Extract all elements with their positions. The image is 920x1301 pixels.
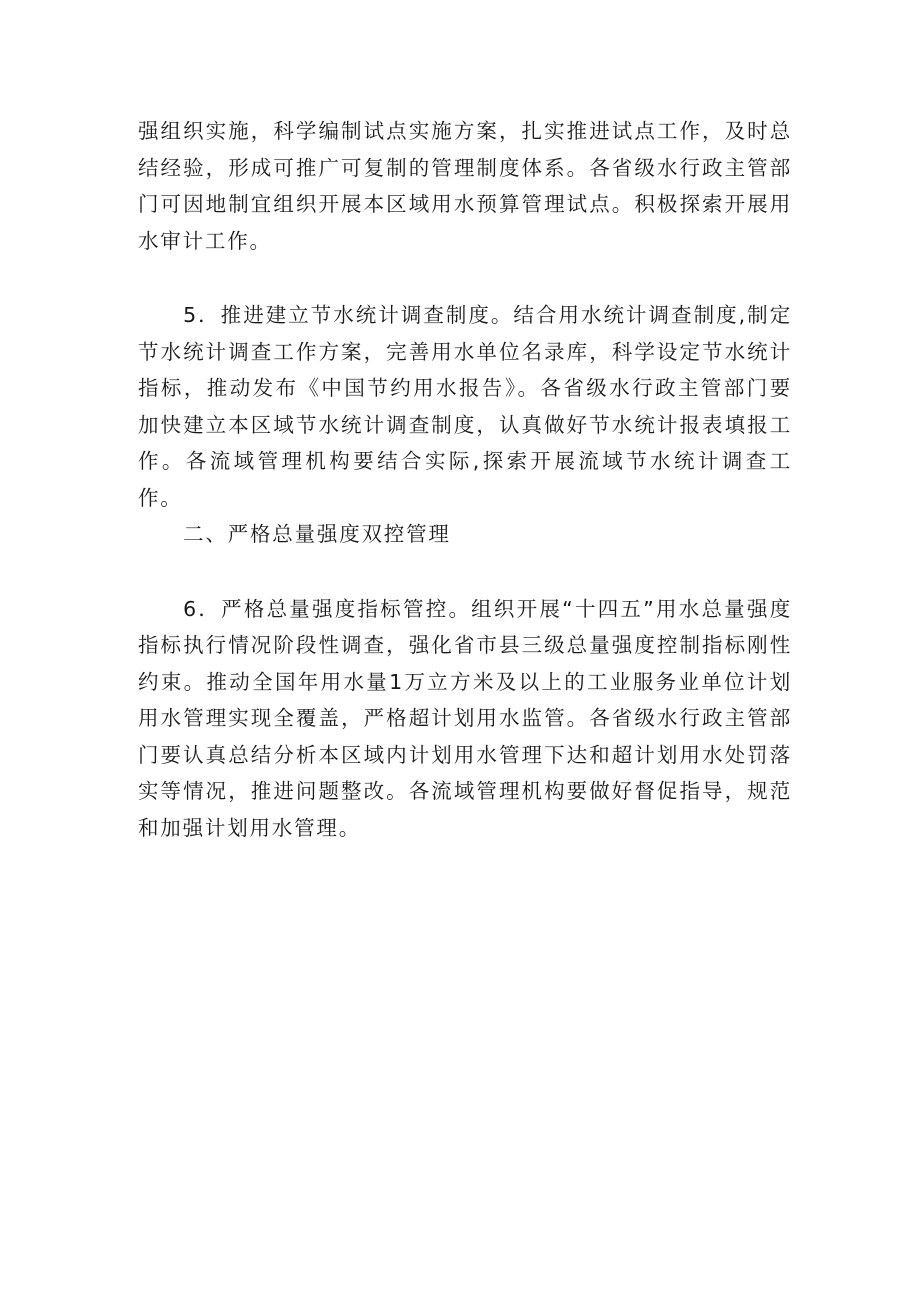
paragraph-continuation: 强组织实施，科学编制试点实施方案，扎实推进试点工作，及时总结经验，形成可推广可复制的管理制度体系。各省级水行政主管部门可因地制宜组织开展本区域用水预算管理试点。积极探索开展用水审计工作。 (138, 119, 792, 253)
paragraph-item-5: 5．推进建立节水统计调查制度。结合用水统计调查制度,制定节水统计调查工作方案，完善用水单位名录库，科学设定节水统计指标，推动发布《中国节约用水报告》。各省级水行政主管部门要加快建立本区域节水统计调查制度，认真做好节水统计报表填报工作。各流域管理机构要结合实际,探索开展流域节水统计调查工作。 (138, 303, 792, 510)
document-body (138, 113, 792, 846)
section-heading: 二、严格总量强度双控管理 (183, 522, 451, 546)
paragraph-item-6: 6．严格总量强度指标管控。组织开展“十四五”用水总量强度指标执行情况阶段性调查，强化省市县三级总量强度控制指标刚性约束。推动全国年用水量1万立方米及以上的工业服务业单位计划用水管理实现全覆盖，严格超计划用水监管。各省级水行政主管部门要认真总结分析本区域内计划用水管理下达和超计划用水处罚落实等情况，推进问题整改。各流域管理机构要做好督促指导，规范和加强计划用水管理。 (138, 596, 792, 840)
